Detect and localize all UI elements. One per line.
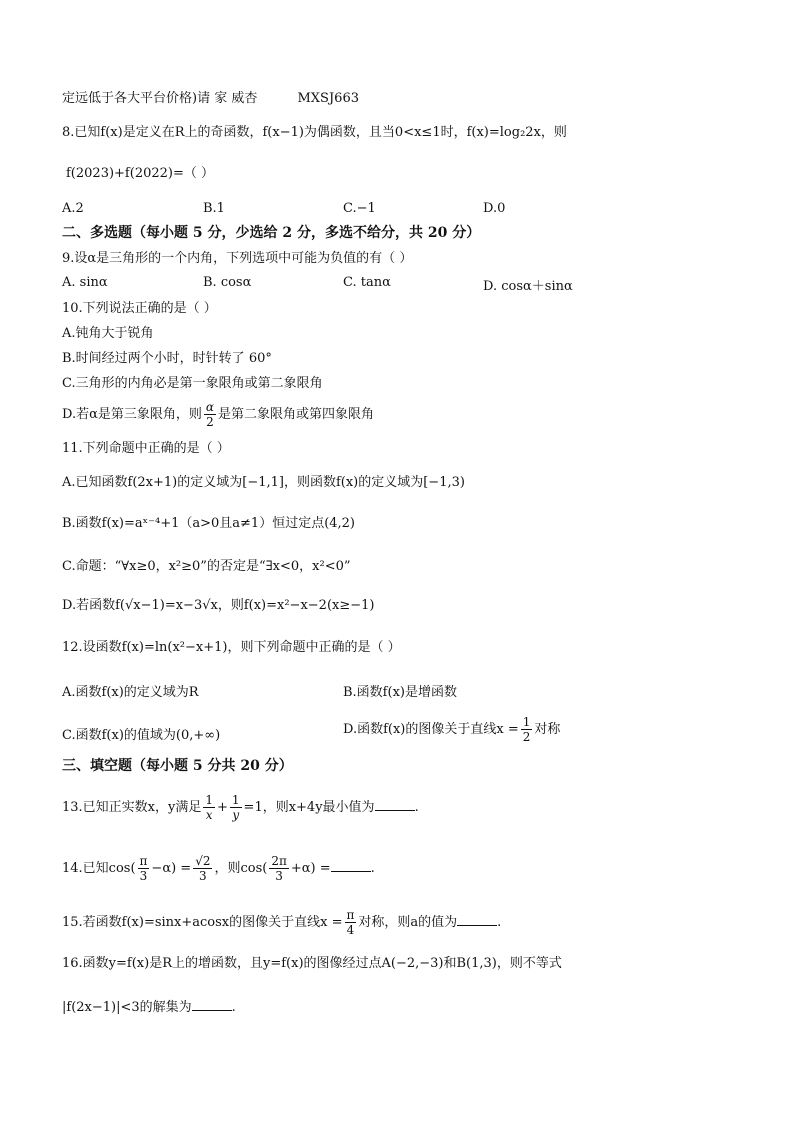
q15-answer-blank[interactable] [457,913,497,926]
q12-d-fraction: $\frac{1}{2}$ [522,715,531,744]
header-text: 定远低于各大平台价格)请 家 威杏 [62,91,258,106]
q15-pre: 15.若函数f(x)=sinx+acosx的图像关于直线x = [62,915,343,930]
q9-option-b: B. cosα [203,275,252,290]
q16-line2: |f(2x−1)|<3的解集为 . [62,1000,236,1015]
q8-option-a: A.2 [62,201,84,216]
q10-d-post: 是第二象限角或第四象限角 [217,407,374,422]
q10-d-fraction: $\frac{\alpha}{2}$ [205,400,214,429]
q11-option-a: A.已知函数f(2x+1)的定义域为[−1,1]，则函数f(x)的定义域为[−1,3) [62,475,465,490]
q9-option-c: C. tanα [343,275,391,290]
q13-answer-blank[interactable] [375,798,415,811]
q8-stem: 8.已知f(x)是定义在R上的奇函数，f(x−1)为偶函数，且当0<x≤1时，f(x)=log₂2x，则 [62,125,567,140]
q14-pre: 14.已知cos( [62,861,136,876]
q8-expr: f(2023)+f(2022)=（ ） [66,166,214,181]
q14-post: +α) = [290,861,331,876]
q10-stem: 10.下列说法正确的是（ ） [62,301,217,316]
q12-d-post: 对称 [534,722,561,737]
q12-option-a: A.函数f(x)的定义域为R [62,685,199,700]
q11-option-b: B.函数f(x)=aˣ⁻⁴+1（a>0且a≠1）恒过定点(4,2) [62,516,356,531]
q13-fraction-2: $\frac{1}{y}$ [231,793,240,822]
q16-stem: 16.函数y=f(x)是R上的增函数，且y=f(x)的图像经过点A(−2,−3)和B(1,3)，则不等式 [62,956,562,971]
q13-plus: + [217,800,228,815]
q11-option-d: D.若函数f(√x−1)=x−3√x，则f(x)=x²−x−2(x≥−1) [62,598,375,613]
q10-option-c: C.三角形的内角必是第一象限角或第二象限角 [62,376,323,391]
q14-fraction-1: $\frac{\pi}{3}$ [139,854,148,883]
q11-option-c: C.命题：“∀x≥0，x²≥0”的否定是“∃x<0，x²<0” [62,559,351,574]
q13-line: 13.已知正实数x，y满足 $\frac{1}{x}$ + $\frac{1}{y}$ =1，则x+4y最小值为 . [62,793,419,822]
q15-post: 对称，则a的值为 [358,915,458,930]
q15-fraction: $\frac{\pi}{4}$ [346,908,355,937]
q14-answer-blank[interactable] [331,859,371,872]
q14-line: 14.已知cos( $\frac{\pi}{3}$ −α) = $\frac{√2}{3}$ ，则cos( $\frac{2\pi}{3}$ +α) = . [62,854,375,883]
q10-option-a: A.钝角大于锐角 [62,326,154,341]
q8-option-c: C.−1 [343,201,376,216]
q10-d-pre: D.若α是第三象限角，则 [62,407,202,422]
q14-mid1: −α) = [151,861,192,876]
q12-option-c: C.函数f(x)的值域为(0,+∞) [62,728,221,743]
q13-fraction-1: $\frac{1}{x}$ [205,793,213,822]
header-line [62,90,359,108]
q12-option-d [343,715,560,744]
section3-title: 三、填空题（每小题 5 分共 20 分） [62,758,293,774]
q12-option-b: B.函数f(x)是增函数 [343,685,457,700]
q14-fraction-3: $\frac{2\pi}{3}$ [271,854,287,883]
section2-title: 二、多选题（每小题 5 分，少选给 2 分，多选不给分，共 20 分） [62,225,481,241]
q8-option-d: D.0 [483,201,506,216]
q12-d-pre: D.函数f(x)的图像关于直线x = [343,722,519,737]
q13-post: =1，则x+4y最小值为 [243,800,375,815]
q11-stem: 11.下列命题中正确的是（ ） [62,441,230,456]
q15-line: 15.若函数f(x)=sinx+acosx的图像关于直线x = $\frac{\pi}{4}$ 对称，则a的值为 . [62,908,502,937]
q9-option-a: A. sinα [62,275,108,290]
q16-line2-text: |f(2x−1)|<3的解集为 [62,1000,192,1015]
q8-option-b: B.1 [203,201,225,216]
q9-stem: 9.设α是三角形的一个内角，下列选项中可能为负值的有（ ） [62,251,413,266]
q14-fraction-2: $\frac{√2}{3}$ [195,854,211,883]
header-code: MXSJ663 [297,91,359,106]
q16-answer-blank[interactable] [192,998,232,1011]
q14-mid2: ，则cos( [214,861,268,876]
q10-option-d [62,400,374,429]
q12-stem: 12.设函数f(x)=ln(x²−x+1)，则下列命题中正确的是（ ） [62,640,401,655]
q13-pre: 13.已知正实数x，y满足 [62,800,202,815]
q9-option-d: D. cosα＋sinα [483,279,573,294]
q10-option-b: B.时间经过两个小时，时针转了 60° [62,351,272,366]
